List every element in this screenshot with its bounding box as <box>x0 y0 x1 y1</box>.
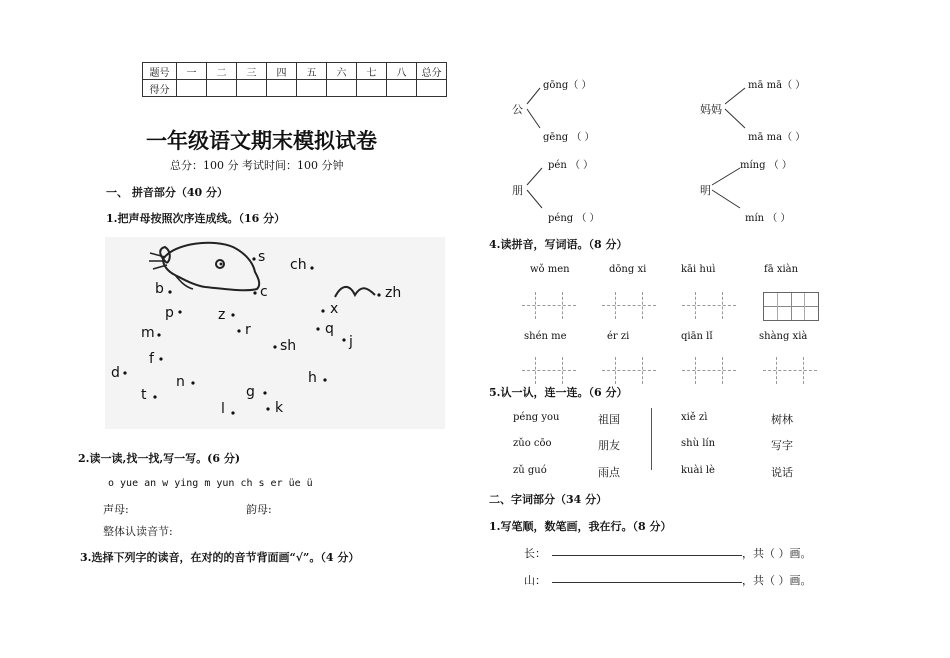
dot-picture <box>105 237 445 429</box>
stroke-order-line[interactable] <box>552 555 742 556</box>
score-table-header-row <box>143 63 447 80</box>
q5-heading: 5.认一认，连一连。（6 分） <box>489 386 628 399</box>
q5-word[interactable]: 雨点 <box>598 466 620 479</box>
dot-letter-x: x <box>330 301 339 317</box>
score-table <box>142 62 447 97</box>
q5-pinyin[interactable]: shù lín <box>681 438 716 449</box>
score-input-cell[interactable] <box>207 80 237 97</box>
q2-syllables: o yue an w ying m yun ch s er üe ü <box>108 478 313 489</box>
q4-pinyin: ér zi <box>607 331 630 342</box>
writing-grid[interactable] <box>602 292 656 319</box>
q5-divider <box>651 408 652 470</box>
q6-heading: 1.写笔顺，数笔画，我在行。（8 分） <box>489 520 672 533</box>
q5-word[interactable]: 树林 <box>771 413 793 426</box>
q4-pinyin: kāi huì <box>681 264 716 275</box>
score-cell: 一 <box>177 63 207 80</box>
q4-pinyin: qiān lǐ <box>681 331 713 342</box>
q1-heading: 1.把声母按照次序连成线。（16 分） <box>106 212 286 225</box>
dot-letter-z: z <box>218 307 226 323</box>
writing-grid[interactable] <box>682 357 736 384</box>
writing-grid[interactable] <box>522 357 576 384</box>
score-input-cell[interactable] <box>297 80 327 97</box>
q3-option[interactable]: gōng（ ） <box>543 80 592 91</box>
score-cell: 总分 <box>417 63 447 80</box>
dot-letter-r: r <box>245 322 251 338</box>
score-cell: 六 <box>327 63 357 80</box>
score-row-label: 得分 <box>143 80 177 97</box>
score-input-cell[interactable] <box>177 80 207 97</box>
q3-option[interactable]: mā mā（ ） <box>748 80 806 91</box>
section2-heading: 二、字词部分（34 分） <box>489 493 608 506</box>
dot-letter-c: c <box>260 284 268 300</box>
writing-grid[interactable] <box>522 292 576 319</box>
score-cell: 四 <box>267 63 297 80</box>
score-cell: 三 <box>237 63 267 80</box>
section1-heading: 一、 拼音部分（40 分） <box>106 186 228 199</box>
dot-letter-s: s <box>258 249 266 265</box>
score-input-cell[interactable] <box>417 80 447 97</box>
q4-pinyin: shén me <box>524 331 567 342</box>
q3-option[interactable]: pén （ ） <box>548 160 594 171</box>
dot-letter-m: m <box>141 325 155 341</box>
q3-option[interactable]: péng （ ） <box>548 213 600 224</box>
q2-zhengti-label: 整体认读音节: <box>103 525 173 538</box>
q6-tail: ，共（ ）画。 <box>742 547 812 560</box>
score-cell: 二 <box>207 63 237 80</box>
dot-letter-b: b <box>155 281 164 297</box>
q5-pinyin[interactable]: zǔo cōo <box>513 438 552 449</box>
dot-letter-f: f <box>149 351 154 367</box>
stroke-order-line[interactable] <box>552 582 742 583</box>
score-cell: 五 <box>297 63 327 80</box>
writing-grid[interactable] <box>763 292 819 321</box>
q6-char: 长： <box>524 547 546 560</box>
q6-tail: ，共（ ）画。 <box>742 574 812 587</box>
score-input-cell[interactable] <box>387 80 417 97</box>
q3-option[interactable]: gēng （ ） <box>543 132 595 143</box>
dot-letter-t: t <box>141 387 147 403</box>
dot-letter-k: k <box>275 400 284 416</box>
q3-char: 妈妈 <box>700 103 722 116</box>
q3-option[interactable]: míng （ ） <box>740 160 792 171</box>
q3-heading: 3.选择下列字的读音，在对的的音节背面画“√”。（4 分） <box>80 551 360 564</box>
score-table-score-row <box>143 80 447 97</box>
exam-subtitle: 总分：100 分 考试时间：100 分钟 <box>170 159 344 172</box>
q4-pinyin: dōng xi <box>609 264 647 275</box>
dot-letter-ch: ch <box>290 257 307 273</box>
dot-letter-p: p <box>165 305 174 321</box>
score-input-cell[interactable] <box>327 80 357 97</box>
dot-letter-zh: zh <box>385 285 402 301</box>
dot-letter-g: g <box>246 384 255 400</box>
score-input-cell[interactable] <box>357 80 387 97</box>
page-title: 一年级语文期末模拟试卷 <box>146 128 377 153</box>
q5-word[interactable]: 朋友 <box>598 439 620 452</box>
q5-word[interactable]: 祖国 <box>598 413 620 426</box>
q3-option[interactable]: mín （ ） <box>745 213 791 224</box>
writing-grid[interactable] <box>763 357 817 384</box>
q2-heading: 2.读一读,找一找,写一写。(6 分) <box>78 452 241 465</box>
dot-letter-l: l <box>221 401 225 417</box>
q3-char: 朋 <box>512 184 523 197</box>
score-input-cell[interactable] <box>267 80 297 97</box>
dot-letter-q: q <box>325 321 334 337</box>
writing-grid[interactable] <box>682 292 736 319</box>
dot-letter-j: j <box>349 334 353 350</box>
q5-pinyin[interactable]: kuài lè <box>681 465 715 476</box>
q4-pinyin: fā xiàn <box>764 264 799 275</box>
q4-pinyin: shàng xià <box>759 331 808 342</box>
score-input-cell[interactable] <box>237 80 267 97</box>
score-cell: 题号 <box>143 63 177 80</box>
q5-pinyin[interactable]: xiě zì <box>681 412 708 423</box>
q4-pinyin: wǒ men <box>530 264 570 275</box>
q2-shengmu-label: 声母: <box>103 503 129 516</box>
q3-char: 公 <box>512 103 523 116</box>
q5-word[interactable]: 写字 <box>771 439 793 452</box>
dot-letter-d: d <box>111 365 120 381</box>
writing-grid[interactable] <box>602 357 656 384</box>
dot-letter-sh: sh <box>280 338 297 354</box>
q5-word[interactable]: 说话 <box>771 466 793 479</box>
score-cell: 八 <box>387 63 417 80</box>
q2-yunmu-label: 韵母: <box>246 503 272 516</box>
score-cell: 七 <box>357 63 387 80</box>
dot-letter-n: n <box>176 374 185 390</box>
q4-heading: 4.读拼音，写词语。（8 分） <box>489 238 628 251</box>
q3-option[interactable]: mā ma（ ） <box>748 132 806 143</box>
q5-pinyin[interactable]: péng you <box>513 412 560 423</box>
dot-letter-h: h <box>308 370 317 386</box>
dot-markers <box>105 237 445 429</box>
q3-char: 明 <box>700 184 711 197</box>
q6-char: 山： <box>524 574 546 587</box>
q5-pinyin[interactable]: zǔ guó <box>513 465 547 476</box>
